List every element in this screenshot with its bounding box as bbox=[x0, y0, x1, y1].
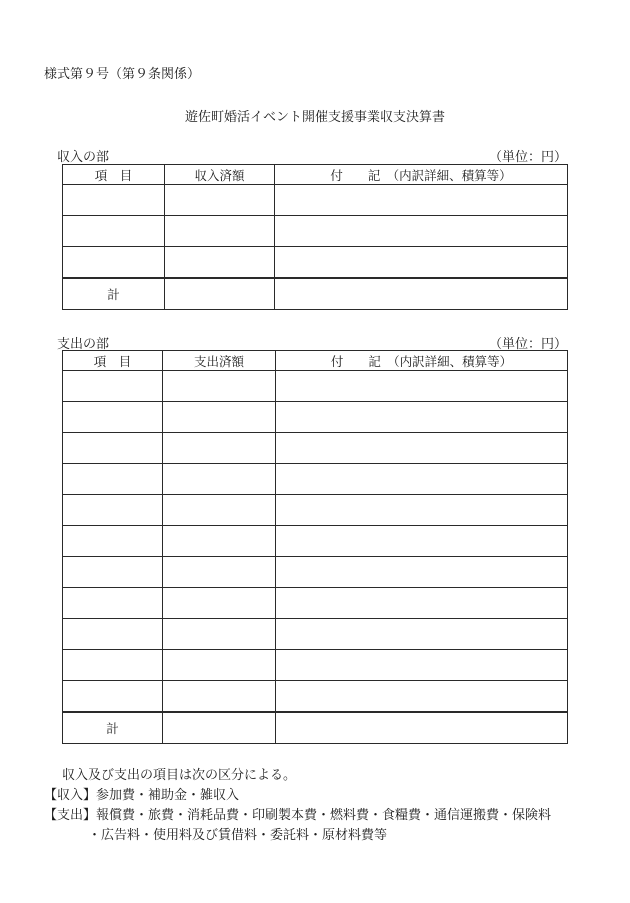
expense-total-amount[interactable] bbox=[163, 712, 276, 744]
income-cell-note[interactable] bbox=[275, 185, 568, 216]
income-row bbox=[63, 247, 568, 279]
expense-cell-item[interactable] bbox=[63, 402, 163, 433]
expense-row bbox=[63, 557, 568, 588]
expense-cell-item[interactable] bbox=[63, 650, 163, 681]
expense-cell-item[interactable] bbox=[63, 557, 163, 588]
income-section-label: 収入の部 bbox=[57, 150, 110, 165]
income-row bbox=[63, 216, 568, 247]
expense-row bbox=[63, 495, 568, 526]
income-body bbox=[63, 185, 568, 279]
income-unit-label: （単位：円） bbox=[489, 150, 568, 165]
expense-header-row bbox=[63, 351, 568, 371]
income-cell-amount[interactable] bbox=[165, 247, 275, 279]
expense-cell-item[interactable] bbox=[63, 495, 163, 526]
income-cell-amount[interactable] bbox=[165, 185, 275, 216]
expense-cell-note[interactable] bbox=[276, 526, 568, 557]
expense-row bbox=[63, 619, 568, 650]
expense-cell-amount[interactable] bbox=[163, 433, 276, 464]
expense-row bbox=[63, 588, 568, 619]
expense-cell-amount[interactable] bbox=[163, 681, 276, 713]
expense-header-item: 項 目 bbox=[63, 351, 163, 371]
income-cell-item[interactable] bbox=[63, 185, 165, 216]
expense-cell-note[interactable] bbox=[276, 371, 568, 402]
expense-cell-amount[interactable] bbox=[163, 495, 276, 526]
expense-header-note: 付 記 （内訳詳細、積算等） bbox=[276, 351, 568, 371]
income-header-row bbox=[63, 165, 568, 185]
expense-cell-item[interactable] bbox=[63, 433, 163, 464]
expense-cell-amount[interactable] bbox=[163, 371, 276, 402]
expense-category-line-2: ・広告料・使用料及び賃借料・委託料・原材料費等 bbox=[88, 828, 388, 843]
expense-header-amount: 支出済額 bbox=[163, 351, 276, 371]
income-total-row bbox=[63, 278, 568, 310]
document-title: 遊佐町婚活イベント開催支援事業収支決算書 bbox=[184, 110, 445, 125]
expense-cell-amount[interactable] bbox=[163, 588, 276, 619]
expense-row bbox=[63, 526, 568, 557]
expense-cell-note[interactable] bbox=[276, 681, 568, 713]
expense-cell-amount[interactable] bbox=[163, 402, 276, 433]
income-category-line: 【収入】参加費・補助金・雑収入 bbox=[44, 788, 240, 803]
income-cell-amount[interactable] bbox=[165, 216, 275, 247]
expense-category-line-1: 【支出】報償費・旅費・消耗品費・印刷製本費・燃料費・食糧費・通信運搬費・保険料 bbox=[44, 808, 552, 823]
expense-row bbox=[63, 650, 568, 681]
expense-cell-note[interactable] bbox=[276, 619, 568, 650]
expense-cell-note[interactable] bbox=[276, 557, 568, 588]
income-header-item: 項 目 bbox=[63, 165, 165, 185]
expense-unit-label: （単位：円） bbox=[489, 337, 568, 352]
income-cell-item[interactable] bbox=[63, 216, 165, 247]
expense-cell-note[interactable] bbox=[276, 402, 568, 433]
income-header-note: 付 記 （内訳詳細、積算等） bbox=[275, 165, 568, 185]
income-total-note[interactable] bbox=[275, 278, 568, 310]
expense-cell-amount[interactable] bbox=[163, 464, 276, 495]
expense-cell-amount[interactable] bbox=[163, 650, 276, 681]
expense-section-label: 支出の部 bbox=[57, 337, 110, 352]
income-cell-note[interactable] bbox=[275, 247, 568, 279]
income-total-label: 計 bbox=[63, 278, 165, 310]
expense-table bbox=[62, 350, 568, 744]
expense-row bbox=[63, 433, 568, 464]
expense-cell-item[interactable] bbox=[63, 371, 163, 402]
income-table bbox=[62, 164, 568, 310]
form-number: 様式第９号（第９条関係） bbox=[44, 67, 201, 82]
expense-cell-note[interactable] bbox=[276, 464, 568, 495]
expense-cell-item[interactable] bbox=[63, 464, 163, 495]
expense-cell-note[interactable] bbox=[276, 495, 568, 526]
income-row bbox=[63, 185, 568, 216]
expense-total-row bbox=[63, 712, 568, 744]
expense-cell-item[interactable] bbox=[63, 588, 163, 619]
expense-cell-item[interactable] bbox=[63, 681, 163, 713]
expense-row bbox=[63, 371, 568, 402]
expense-total-note[interactable] bbox=[276, 712, 568, 744]
expense-row bbox=[63, 681, 568, 713]
income-cell-note[interactable] bbox=[275, 216, 568, 247]
expense-body bbox=[63, 371, 568, 713]
expense-cell-amount[interactable] bbox=[163, 557, 276, 588]
expense-row bbox=[63, 464, 568, 495]
expense-cell-note[interactable] bbox=[276, 433, 568, 464]
income-header-amount: 収入済額 bbox=[165, 165, 275, 185]
category-intro: 収入及び支出の項目は次の区分による。 bbox=[62, 768, 297, 783]
expense-cell-note[interactable] bbox=[276, 650, 568, 681]
expense-cell-note[interactable] bbox=[276, 588, 568, 619]
expense-cell-amount[interactable] bbox=[163, 526, 276, 557]
expense-cell-amount[interactable] bbox=[163, 619, 276, 650]
expense-cell-item[interactable] bbox=[63, 619, 163, 650]
expense-cell-item[interactable] bbox=[63, 526, 163, 557]
income-total-amount[interactable] bbox=[165, 278, 275, 310]
expense-row bbox=[63, 402, 568, 433]
expense-total-label: 計 bbox=[63, 712, 163, 744]
income-cell-item[interactable] bbox=[63, 247, 165, 279]
